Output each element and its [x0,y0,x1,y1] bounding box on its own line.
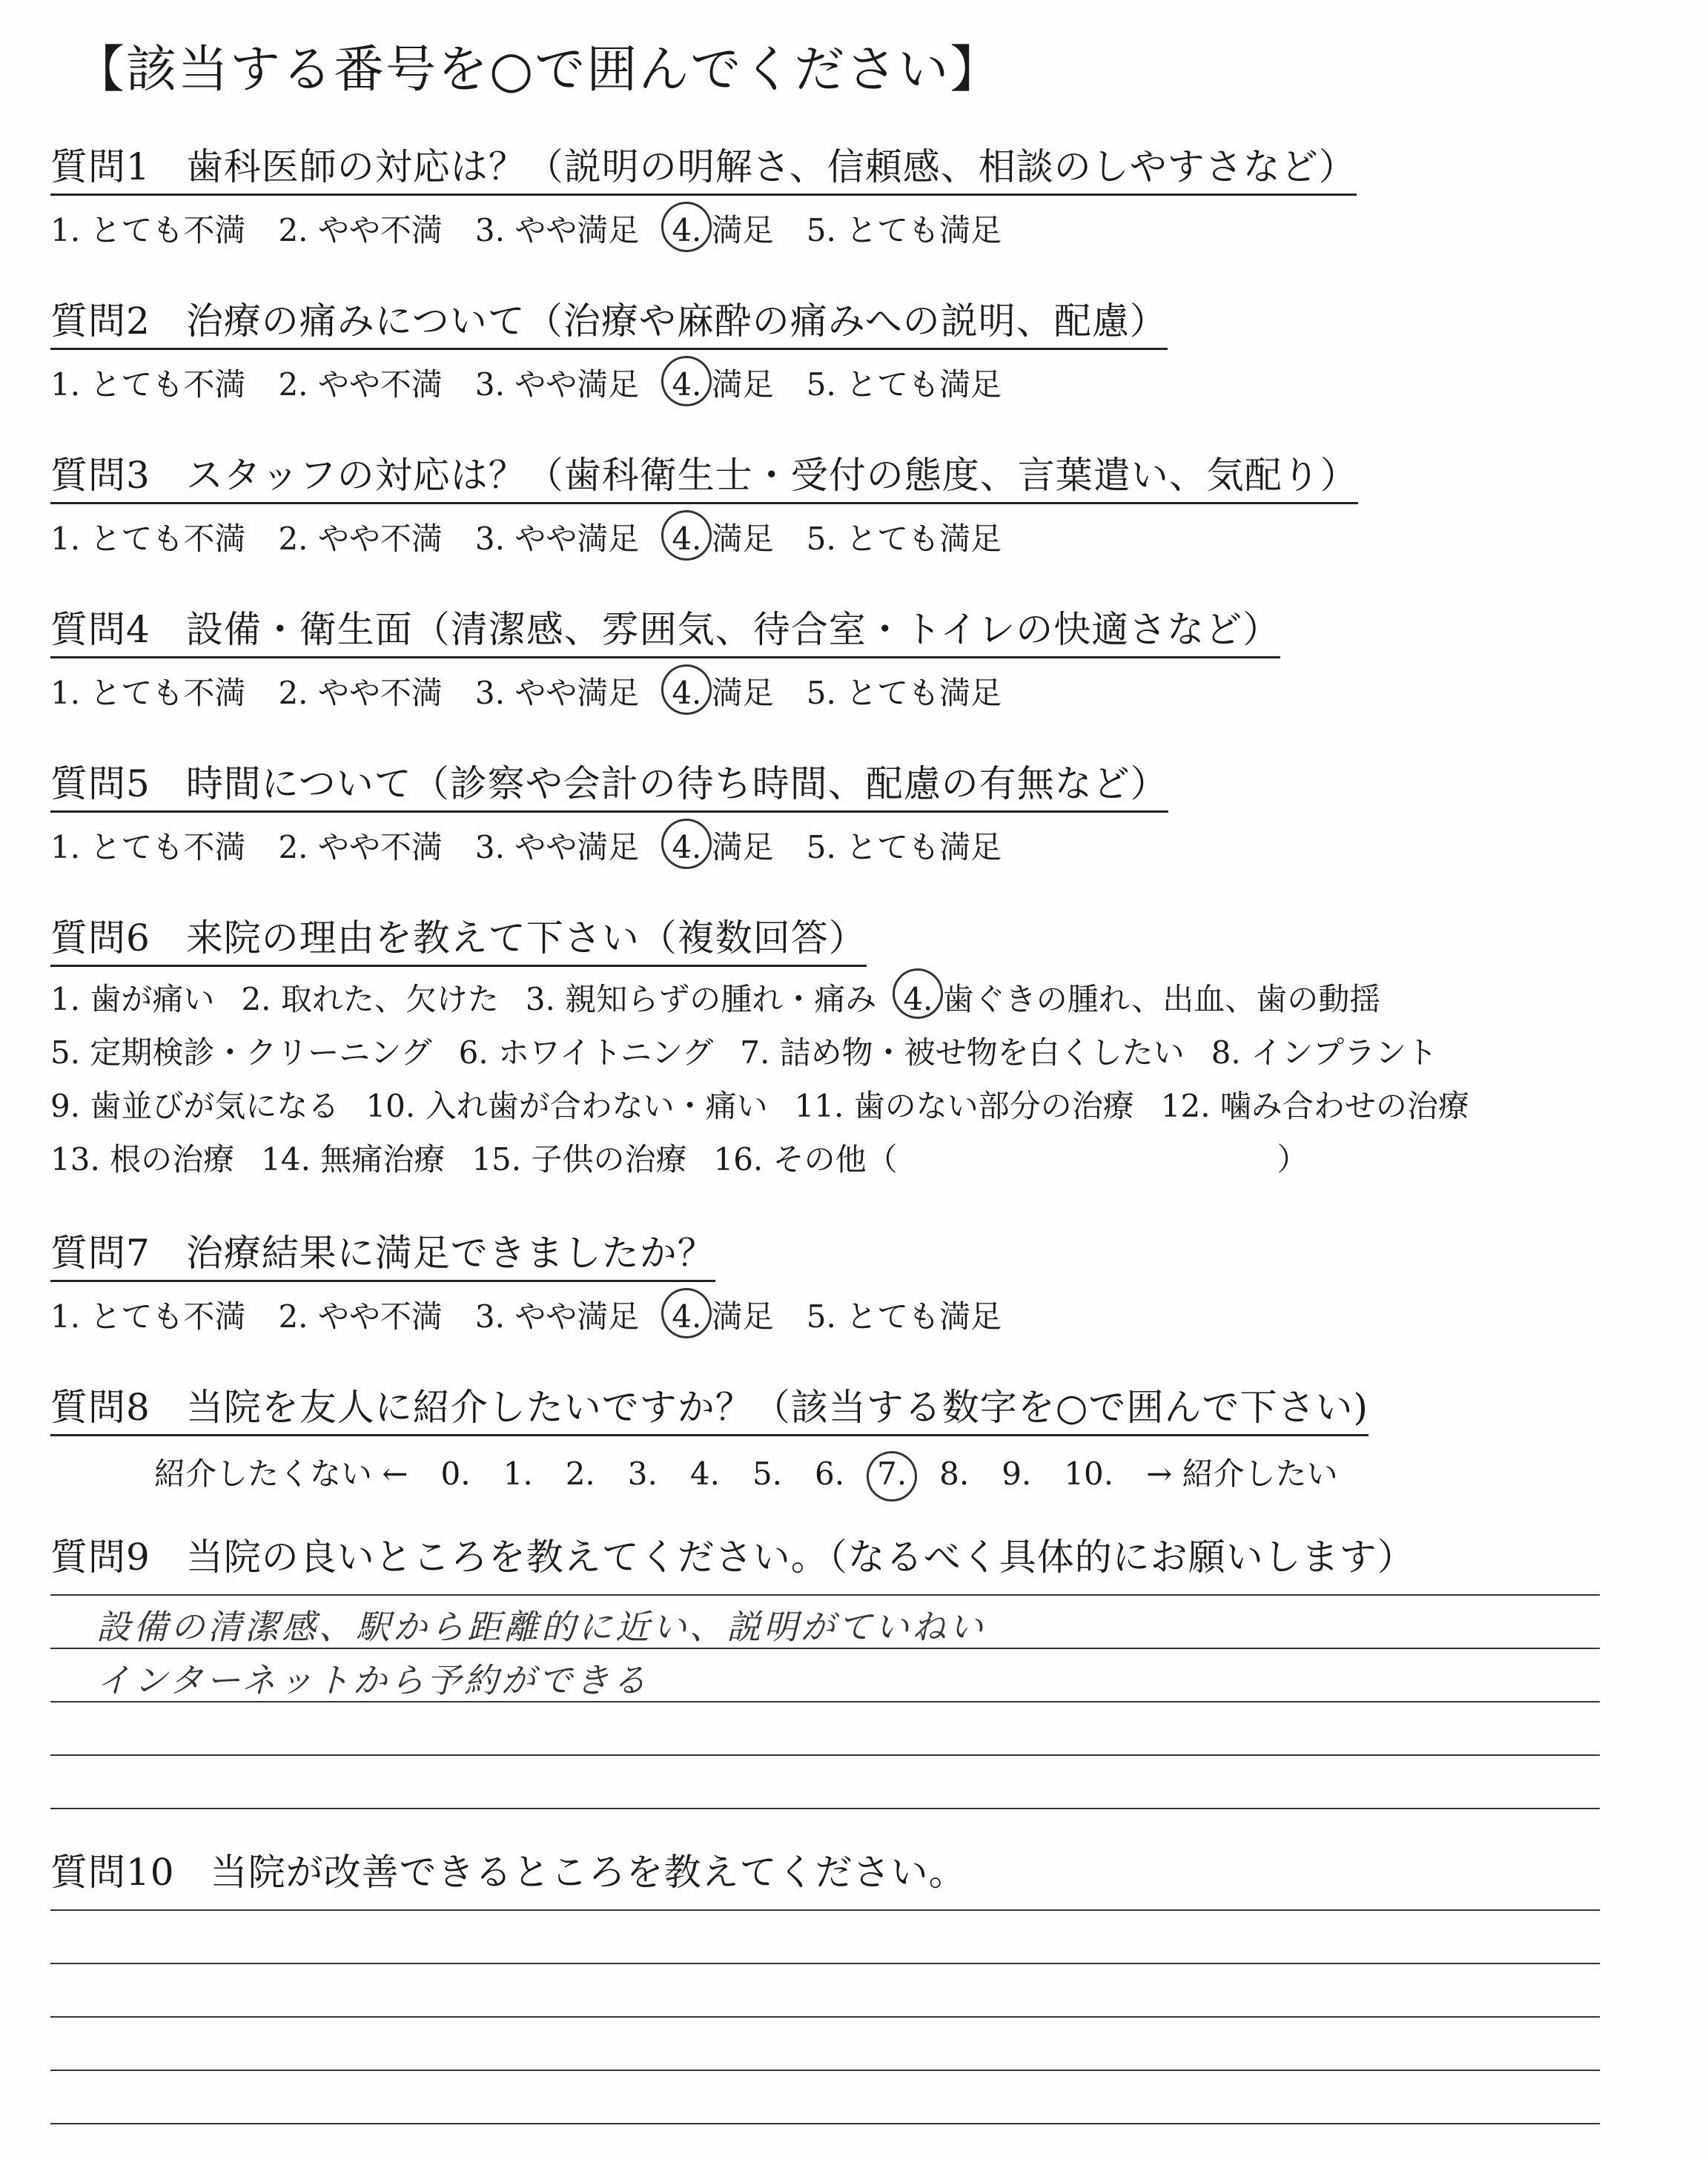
option-4-selected[interactable]: 4. 満足 [672,669,773,713]
option-5[interactable]: 5. とても満足 [806,366,1002,403]
option-4-selected[interactable]: 4. 満足 [672,360,773,405]
question-2 [50,291,1168,405]
reason-16-other[interactable]: 16. その他（ [713,1141,898,1178]
score-3[interactable]: 3. [627,1456,658,1492]
question-7-number: 質問7 [50,1232,150,1275]
answer-line [50,1701,1600,1702]
option-3[interactable]: 3. やや満足 [474,1298,640,1335]
recommend-scale [154,1450,1371,1494]
option-2[interactable]: 2. やや不満 [278,212,443,248]
question-1-text: 歯科医師の対応は？（説明の明解さ、信頼感、相談のしやすさなど） [185,145,1357,188]
question-8-number: 質問8 [50,1386,150,1429]
answer-line [50,1594,1600,1596]
score-9[interactable]: 9. [1002,1456,1032,1492]
option-5[interactable]: 5. とても満足 [806,829,1002,865]
reason-1[interactable]: 1. 歯が痛い [50,981,215,1017]
answer-line [50,1754,1600,1756]
answer-line [50,1963,1600,1964]
question-10-text: 当院が改善できるところを教えてください。 [210,1851,967,1894]
option-2[interactable]: 2. やや不満 [278,829,443,865]
answer-line [50,1909,1600,1911]
reason-10[interactable]: 10. 入れ歯が合わない・痛い [365,1088,768,1124]
handwritten-answer-1: 設備の清潔感、駅から距離的に近い、説明がていねい [96,1607,986,1647]
reason-2[interactable]: 2. 取れた、欠けた [241,981,499,1017]
question-8 [50,1378,1371,1494]
reason-12[interactable]: 12. 噛み合わせの治療 [1160,1088,1469,1124]
question-4-text: 設備・衛生面（清潔感、雰囲気、待合室・トイレの快適さなど） [185,608,1281,651]
question-9-number: 質問9 [50,1536,150,1579]
score-4[interactable]: 4. [689,1456,720,1492]
reason-8[interactable]: 8. インプラント [1211,1034,1438,1071]
option-2[interactable]: 2. やや不満 [278,521,443,557]
question-4-options [50,669,1280,713]
question-6-number: 質問6 [50,916,150,960]
option-1[interactable]: 1. とても不満 [50,829,246,865]
reason-7[interactable]: 7. 詰め物・被せ物を白くしたい [740,1034,1185,1071]
question-1-options [50,206,1357,251]
answer-line [50,1648,1600,1649]
question-7-text: 治療結果に満足できましたか？ [185,1232,715,1275]
option-2[interactable]: 2. やや不満 [278,675,443,711]
question-1-number: 質問1 [50,145,150,188]
score-0[interactable]: 0. [440,1456,471,1492]
reason-9[interactable]: 9. 歯並びが気になる [50,1088,340,1124]
option-3[interactable]: 3. やや満足 [474,366,640,403]
question-7 [50,1223,1034,1337]
question-3 [50,446,1358,559]
option-2[interactable]: 2. やや不満 [278,1298,443,1335]
option-5[interactable]: 5. とても満足 [806,675,1002,711]
question-1 [50,137,1357,251]
option-1[interactable]: 1. とても不満 [50,521,246,557]
option-4-selected[interactable]: 4. 満足 [672,823,773,868]
question-6 [50,908,1496,1186]
score-6[interactable]: 6. [815,1456,845,1492]
reason-6[interactable]: 6. ホワイトニング [458,1034,714,1071]
handwritten-answer-2: インターネットから予約ができる [96,1660,649,1700]
survey-title: 【該当する番号を○で囲んでください】 [74,41,1002,99]
reason-3[interactable]: 3. 親知らずの腫れ・痛み [525,981,877,1017]
option-4-selected[interactable]: 4. 満足 [672,206,773,251]
option-1[interactable]: 1. とても不満 [50,675,246,711]
question-4-number: 質問4 [50,608,150,651]
question-3-number: 質問3 [50,454,150,497]
reason-5[interactable]: 5. 定期検診・クリーニング [50,1034,432,1071]
question-9-text: 当院の良いところを教えてください。（なるべく具体的にお願いします） [185,1536,1415,1579]
option-5[interactable]: 5. とても満足 [806,1298,1002,1335]
score-8[interactable]: 8. [939,1456,970,1492]
scale-left-label: 紹介したくない ← [154,1456,408,1492]
question-9 [50,1527,1415,1581]
score-7-selected[interactable]: 7. [877,1456,907,1492]
reason-15[interactable]: 15. 子供の治療 [471,1141,687,1178]
question-3-options [50,515,1358,559]
score-1[interactable]: 1. [503,1456,533,1492]
question-2-text: 治療の痛みについて（治療や麻酔の痛みへの説明、配慮） [185,300,1168,343]
option-3[interactable]: 3. やや満足 [474,675,640,711]
answer-line [50,1808,1600,1809]
question-5-number: 質問5 [50,762,150,805]
question-7-options [50,1292,1034,1337]
score-10[interactable]: 10. [1064,1456,1114,1492]
question-6-text: 来院の理由を教えて下さい（複数回答） [185,916,867,960]
question-10 [50,1843,967,1896]
reason-11[interactable]: 11. 歯のない部分の治療 [794,1088,1134,1124]
question-2-number: 質問2 [50,300,150,343]
question-5 [50,754,1168,868]
option-5[interactable]: 5. とても満足 [806,521,1002,557]
option-3[interactable]: 3. やや満足 [474,521,640,557]
option-1[interactable]: 1. とても不満 [50,212,246,248]
question-5-text: 時間について（診察や会計の待ち時間、配慮の有無など） [185,762,1168,805]
reason-13[interactable]: 13. 根の治療 [50,1141,235,1178]
option-4-selected[interactable]: 4. 満足 [672,1292,773,1337]
question-4 [50,600,1280,713]
question-5-options [50,823,1168,868]
option-1[interactable]: 1. とても不満 [50,366,246,403]
question-10-number: 質問10 [50,1851,175,1894]
reason-4-selected[interactable]: 4. 歯ぐきの腫れ、出血、歯の動揺 [903,973,1380,1026]
score-2[interactable]: 2. [565,1456,595,1492]
answer-line [50,2016,1600,2018]
answer-line [50,2070,1600,2071]
option-1[interactable]: 1. とても不満 [50,1298,246,1335]
option-4-selected[interactable]: 4. 満足 [672,515,773,559]
scale-right-label: → 紹介したい [1146,1456,1338,1492]
reason-14[interactable]: 14. 無痛治療 [261,1141,446,1178]
score-5[interactable]: 5. [752,1456,783,1492]
question-2-options [50,360,1168,405]
option-5[interactable]: 5. とても満足 [806,212,1002,248]
question-8-text: 当院を友人に紹介したいですか？（該当する数字を○で囲んで下さい) [185,1386,1368,1429]
option-3[interactable]: 3. やや満足 [474,829,640,865]
option-3[interactable]: 3. やや満足 [474,212,640,248]
question-3-text: スタッフの対応は？（歯科衛生士・受付の態度、言葉遣い、気配り） [185,454,1358,497]
other-close-paren: ） [1277,1141,1308,1178]
question-6-options [50,973,1496,1186]
option-2[interactable]: 2. やや不満 [278,366,443,403]
answer-line [50,2123,1600,2124]
